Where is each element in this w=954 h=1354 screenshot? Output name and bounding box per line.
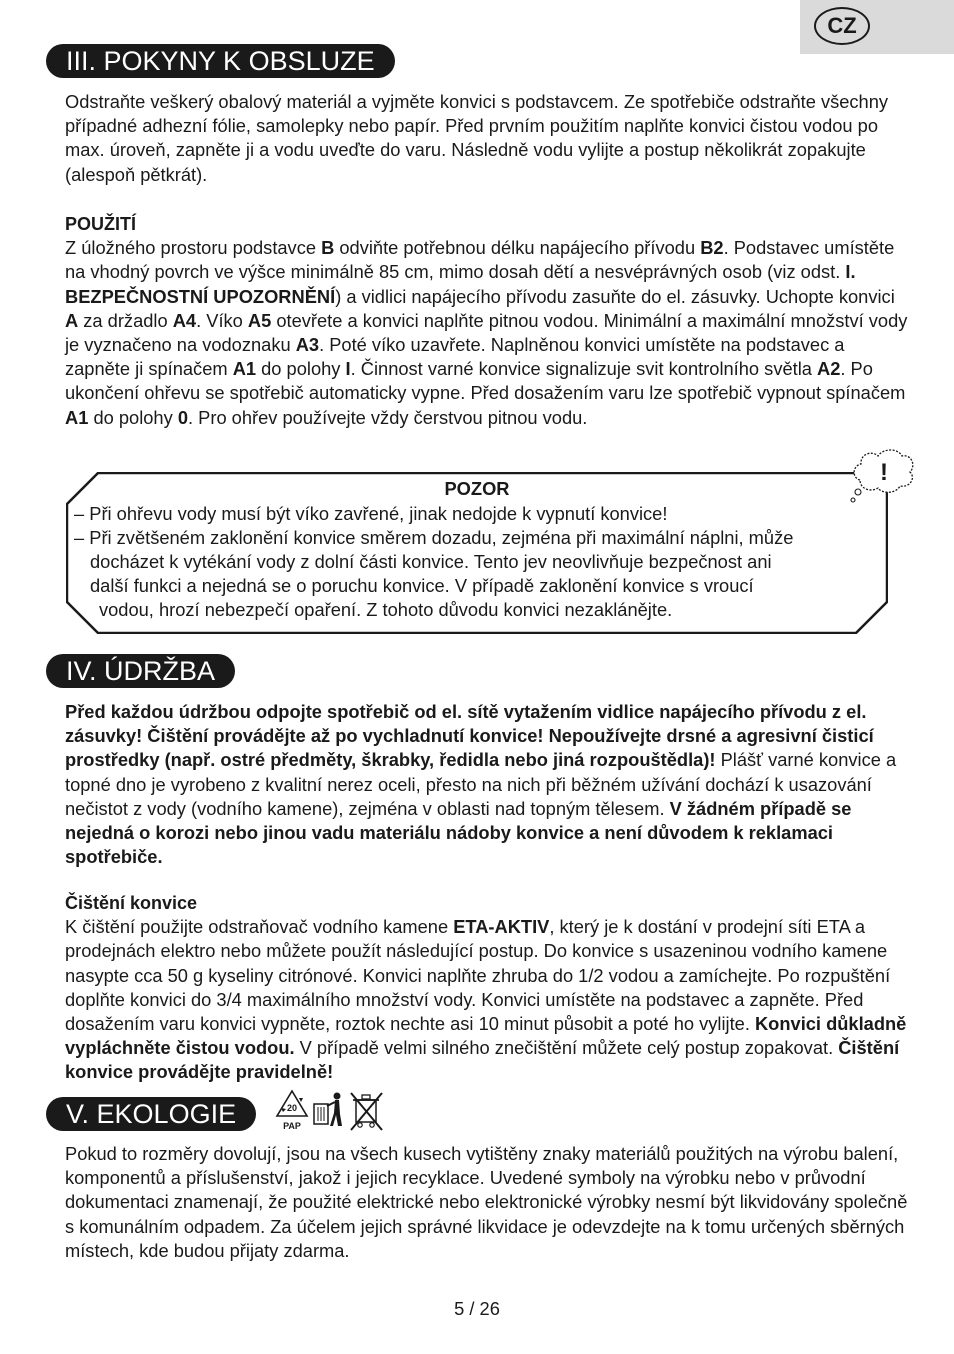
warning-line: docházet k vytékání vody z dolní části konvice. Tento jev neovlivňuje bezpečnost ani xyxy=(90,551,772,572)
bold-text-run: A2 xyxy=(817,358,841,380)
text-run: . Po ukončení ohřevu se spotřebič automaticky vypne. Před dosažením varu lze spotřebič vypnout spínačem xyxy=(65,358,906,404)
text-run: . Činnost varné konvice signalizuje svit kontrolního světla xyxy=(350,358,818,380)
bold-text-run: Před každou údržbou odpojte spotřebič od el. sítě vytažením vidlice napájecího přívodu z el. zásuvky! Čištění provádějte až po vychladnutí konvice! Nepoužívejte drsné a agresivní čisticí prostředky (např. ostré předměty, škrabky, ředidla nebo jiná rozpouštědla)! xyxy=(65,701,874,771)
text-run: do polohy xyxy=(88,406,178,428)
bold-text-run: B2 xyxy=(700,237,724,259)
language-badge: CZ xyxy=(814,7,870,45)
bold-text-run: ETA-AKTIV xyxy=(453,916,550,938)
text-run: , který je k dostání v prodejní síti ETA a prodejnách elektro nebo můžete použít následující postup. Do konvice s usazeninou vodního kamene nasypte cca 50 g kyseliny citrónové. Konvici naplňte zhruba do 1/2 vodou a zamíchejte. Po rozpuštění doplňte konvici do 3/4 maximálního množství vody. Konvici umístěte na podstavec a zapněte. Před dosažením varu konvici vypněte, roztok nechte asi 10 minut působit a poté ho vylijte. xyxy=(65,916,891,1035)
warning-line: další funkci a nejedná se o poruchu konvice. V případě zaklonění konvice s vroucí xyxy=(90,575,754,596)
section-heading-ecology: V. EKOLOGIE xyxy=(46,1097,256,1131)
text-run: V případě velmi silného znečištění můžete celý postup zopakovat. xyxy=(294,1037,839,1059)
crossed-bin-icon xyxy=(351,1093,382,1130)
text-run: . Poté víko uzavřete. Naplněnou konvici umístěte na podstavec a zapněte ji spínačem xyxy=(65,334,845,380)
use-heading: POUŽITÍ xyxy=(65,214,136,234)
ecology-section xyxy=(65,1142,910,1263)
text-run: odviňte potřebnou délku napájecího přívodu xyxy=(334,237,701,259)
language-tab xyxy=(800,0,954,54)
text-run: do polohy xyxy=(256,358,346,380)
maintenance-section xyxy=(65,700,910,869)
warning-cloud-icon xyxy=(848,446,918,506)
warning-line: – Při ohřevu vody musí být víko zavřené, jinak nedojde k vypnutí konvice! xyxy=(74,503,668,524)
text-run: K čištění použijte odstraňovač vodního kamene xyxy=(65,916,454,938)
bold-text-run: I xyxy=(345,358,351,380)
text-run: ) a vidlici napájecího přívodu zasuňte do el. zásuvky. Uchopte konvici xyxy=(335,285,895,307)
bold-text-run: Konvici důkladně vypláchněte čistou vodou. xyxy=(65,1013,907,1059)
bold-text-run: V žádném případě se nejedná o korozi nebo jinou vadu materiálu nádoby konvice a není důvodem k reklamaci spotřebiče. xyxy=(65,797,852,868)
bold-text-run: Čištění konvice provádějte pravidelně! xyxy=(65,1037,900,1083)
bold-text-run: A4 xyxy=(172,309,197,331)
text-run: Plášť varné konvice a topné dno je vyrobeno z kvalitní nerez oceli, přesto na nich při běžném užívání dochází k usazování nečistot z vody (vodního kamene), zejména v oblasti nad topným tělesem. xyxy=(65,749,897,819)
cleaning-heading: Čištění konvice xyxy=(65,893,198,913)
bold-text-run: A1 xyxy=(232,358,257,380)
warning-box xyxy=(66,472,888,634)
operation-intro xyxy=(65,90,910,187)
recycle-number: 20 xyxy=(286,1103,298,1113)
warning-line: – Při zvětšeném zaklonění konvice směrem dozadu, zejména při maximální náplni, může xyxy=(74,527,794,548)
cloud-mark: ! xyxy=(880,459,888,486)
text-run: za držadlo xyxy=(78,309,173,331)
tidyman-icon xyxy=(314,1093,342,1127)
cleaning-paragraph xyxy=(65,915,910,1084)
bold-text-run: B xyxy=(321,237,335,259)
warning-title: POZOR xyxy=(444,478,510,499)
bold-text-run: 0 xyxy=(177,406,188,428)
warning-line: vodou, hrozí nebezpečí opaření. Z tohoto důvodu konvici nezaklánějte. xyxy=(99,599,673,620)
page-number: 5 / 26 xyxy=(454,1298,500,1319)
bold-text-run: A1 xyxy=(65,406,89,428)
use-section xyxy=(65,212,910,430)
ecology-symbols xyxy=(272,1088,387,1136)
recycle-icon xyxy=(277,1091,307,1131)
text-run: . Víko xyxy=(196,309,248,331)
recycle-code: PAP xyxy=(283,1121,301,1131)
bold-text-run: A3 xyxy=(295,334,320,356)
ecology-paragraph: Pokud to rozměry dovolují, jsou na všech kusech vytištěny znaky materiálů použitých na výrobu balení, komponentů a příslušenství, jakož i jejich recyklace. Uvedené symboly na výrobku nebo v průvodní dokumentaci znamenají, že použité elektrické nebo elektronické výrobky nesmí být likvidovány společně s komunálním odpadem. Za účelem jejich správné likvidace je odevzdejte na k tomu určených sběrných místech, kde budou přijaty zdarma. xyxy=(65,1143,908,1261)
text-run: otevřete a konvici naplňte pitnou vodou. Minimální a maximální množství vody je vyznačeno na vodoznaku xyxy=(65,309,908,356)
use-paragraph xyxy=(65,236,910,430)
section-heading-operation: III. POKYNY K OBSLUZE xyxy=(46,44,395,78)
maintenance-paragraph xyxy=(65,700,910,869)
text-run: Z úložného prostoru podstavce xyxy=(65,237,322,259)
cleaning-section xyxy=(65,891,910,1085)
bold-text-run: A xyxy=(65,309,79,331)
text-run: . Podstavec umístěte na vhodný povrch ve výšce minimálně 85 cm, mimo dosah dětí a nesvéprávných osob (viz odst. xyxy=(65,237,895,283)
text-run: . Pro ohřev používejte vždy čerstvou pitnou vodu. xyxy=(188,406,588,428)
bold-text-run: A5 xyxy=(247,309,272,331)
intro-paragraph: Odstraňte veškerý obalový materiál a vyjměte konvici s podstavcem. Ze spotřebiče odstraňte všechny případné adhezní fólie, samolepky nebo papír. Před prvním použitím naplňte konvici čistou vodou po max. úroveň, zapněte ji a vodu uveďte do varu. Následně vodu vylijte a postup několikrát zopakujte (alespoň pětkrát). xyxy=(65,91,889,185)
bold-text-run: I. BEZPEČNOSTNÍ UPOZORNĚNÍ xyxy=(65,261,856,307)
section-heading-maintenance: IV. ÚDRŽBA xyxy=(46,654,235,688)
